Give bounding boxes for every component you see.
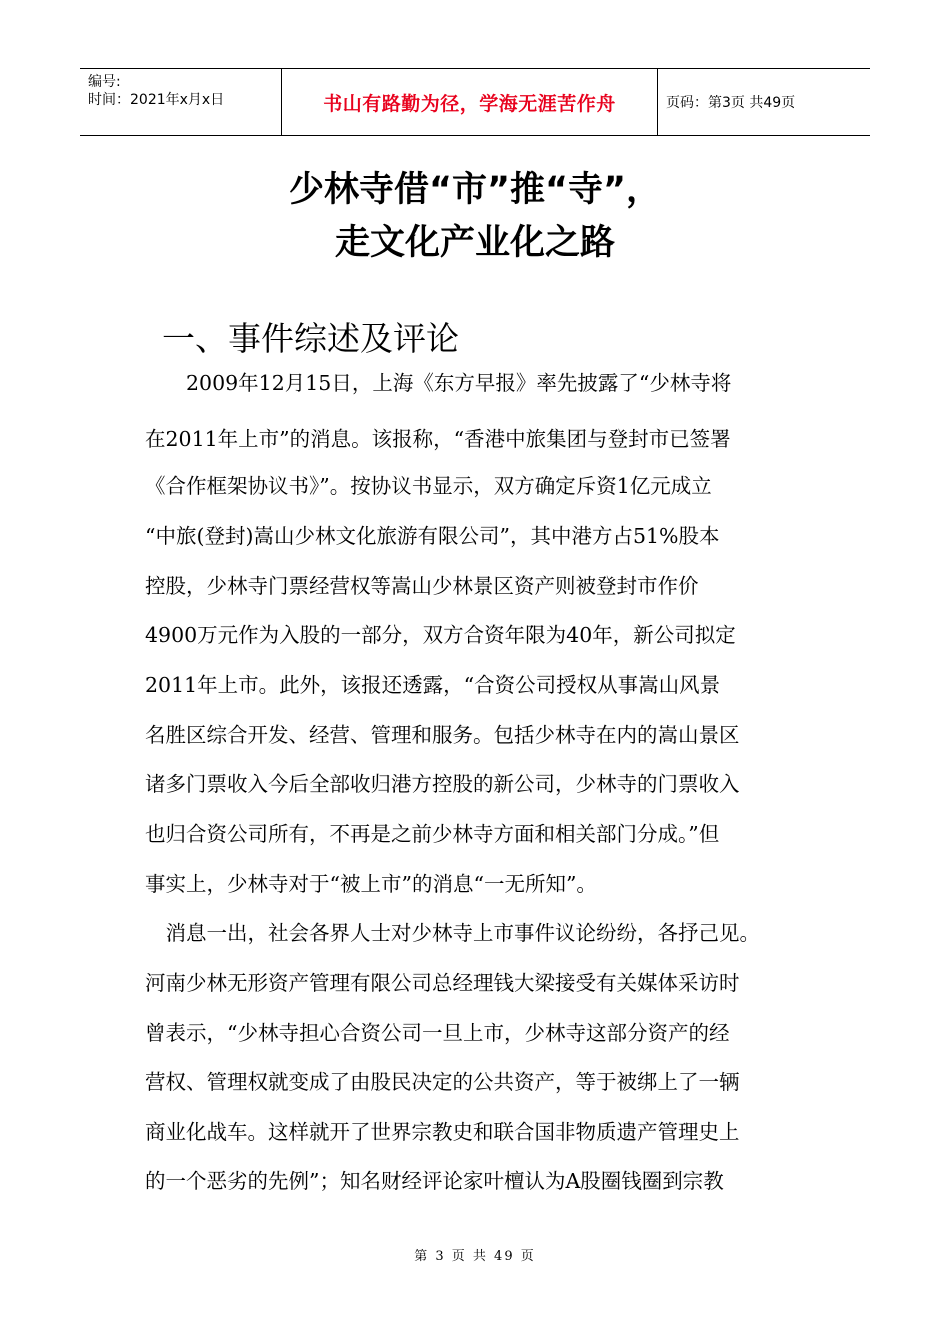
- body-line: 曾表示，“少林寺担心合资公司一旦上市，少林寺这部分资产的经: [145, 1021, 730, 1045]
- header-motto: 书山有路勤为径，学海无涯苦作舟: [282, 69, 658, 135]
- time-label: 时间：2021年x月x日: [88, 92, 225, 108]
- body-line: 营权、管理权就变成了由股民决定的公共资产，等于被绑上了一辆: [145, 1070, 740, 1094]
- body-line: 控股，少林寺门票经营权等嵩山少林景区资产则被登封市作价: [145, 574, 699, 598]
- section-heading: 一、事件综述及评论: [162, 319, 459, 358]
- body-line: 4900万元作为入股的一部分，双方合资年限为40年，新公司拟定: [145, 623, 736, 647]
- body-line: 的一个恶劣的先例”；知名财经评论家叶檀认为A股圈钱圈到宗教: [145, 1169, 724, 1193]
- body-line: 2009年12月15日，上海《东方早报》率先披露了“少林寺将: [145, 371, 732, 395]
- body-line: 也归合资公司所有，不再是之前少林寺方面和相关部门分成。”但: [145, 822, 720, 846]
- body-line: “中旅(登封)嵩山少林文化旅游有限公司”，其中港方占51%股本: [145, 524, 720, 548]
- body-line: 河南少林无形资产管理有限公司总经理钱大梁接受有关媒体采访时: [145, 971, 740, 995]
- header-page-code: 页码：第3页 共49页: [666, 95, 796, 111]
- page-footer: 第 3 页 共 49 页: [414, 1249, 536, 1264]
- body-line: 诸多门票收入今后全部收归港方控股的新公司，少林寺的门票收入: [145, 772, 740, 796]
- body-line: 在2011年上市”的消息。该报称，“香港中旅集团与登封市已签署: [145, 427, 731, 451]
- header-table: [80, 68, 870, 136]
- body-line: 消息一出，社会各界人士对少林寺上市事件议论纷纷，各抒己见。: [145, 921, 760, 945]
- body-line: 事实上，少林寺对于“被上市”的消息“一无所知”。: [145, 872, 597, 896]
- header-meta: [80, 69, 282, 135]
- body-line: 商业化战车。这样就开了世界宗教史和联合国非物质遗产管理史上: [145, 1120, 740, 1144]
- body-line: 《合作框架协议书》”。按协议书显示，双方确定斥资1亿元成立: [145, 474, 712, 498]
- title-line-2: 走文化产业化之路: [334, 223, 615, 263]
- title-line-1: 少林寺借“市”推“寺”，: [288, 170, 661, 210]
- body-line: 名胜区综合开发、经营、管理和服务。包括少林寺在内的嵩山景区: [145, 723, 740, 747]
- number-label: 编号:: [88, 74, 121, 90]
- body-line: 2011年上市。此外，该报还透露，“合资公司授权从事嵩山风景: [145, 673, 721, 697]
